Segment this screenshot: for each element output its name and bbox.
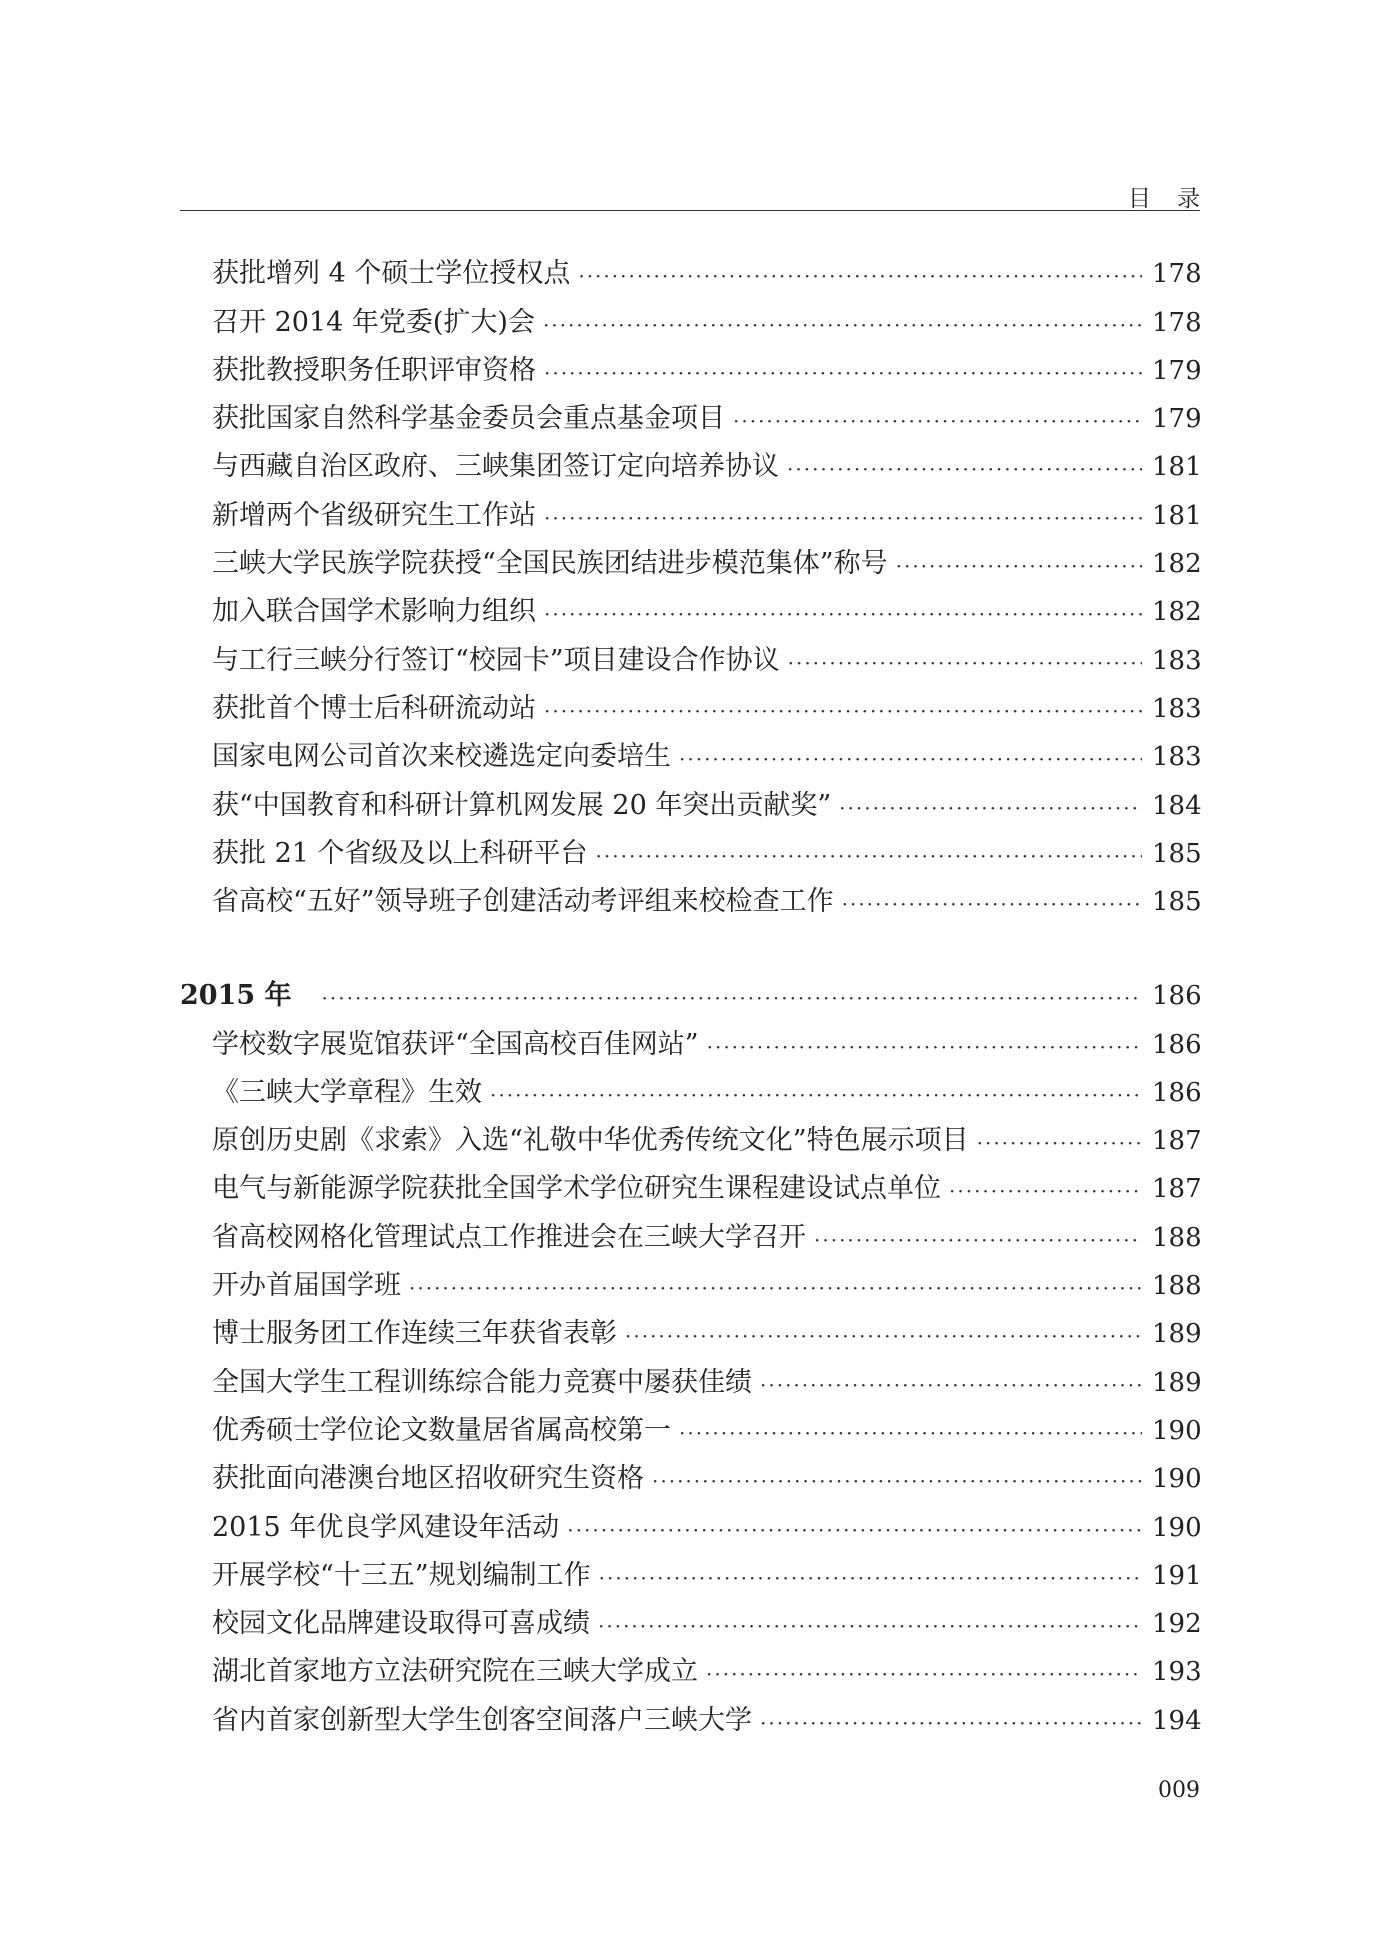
toc-entry-title: 获批 21 个省级及以上科研平台 [212, 837, 588, 869]
leader-dots [707, 1025, 1142, 1069]
toc-entry-page: 186 [1152, 1077, 1202, 1108]
leader-dots [544, 592, 1142, 636]
leader-dots [787, 447, 1142, 491]
leader-dots [977, 1121, 1142, 1165]
toc-entry-page: 190 [1152, 1415, 1202, 1446]
toc-entry [180, 1648, 1200, 1696]
toc-entry [180, 781, 1200, 829]
toc-entry-title: 全国大学生工程训练综合能力竞赛中屡获佳绩 [212, 1366, 752, 1398]
toc-entry-title: 湖北首家地方立法研究院在三峡大学成立 [212, 1656, 698, 1688]
toc-entry-title: 加入联合国学术影响力组织 [212, 596, 536, 628]
toc-entry [180, 1503, 1200, 1551]
toc-entry-title: 学校数字展览馆获评“全国高校百佳网站” [212, 1028, 699, 1060]
toc-entry-title: 电气与新能源学院获批全国学术学位研究生课程建设试点单位 [212, 1173, 941, 1205]
toc-entry-title: 获批教授职务任职评审资格 [212, 354, 536, 386]
toc-entry-page: 181 [1152, 452, 1202, 483]
toc-entry [180, 443, 1200, 491]
toc-entry [180, 491, 1200, 539]
toc-entry [180, 1213, 1200, 1261]
running-header: 目录 [1128, 186, 1226, 212]
toc-entry-page: 182 [1152, 549, 1202, 580]
leader-dots [706, 1652, 1142, 1696]
toc-entry-page: 182 [1152, 597, 1202, 628]
leader-dots [760, 1363, 1142, 1407]
leader-dots [544, 496, 1142, 540]
toc-entry-page: 184 [1152, 790, 1202, 821]
toc-entry-title: 开办首届国学班 [212, 1270, 401, 1302]
toc-entry [180, 250, 1200, 298]
year-heading-title: 2015 年 [180, 980, 292, 1012]
toc-entry-title: 省内首家创新型大学生创客空间落户三峡大学 [212, 1704, 752, 1736]
toc-entry-page: 193 [1152, 1657, 1202, 1688]
toc-entry [180, 298, 1200, 346]
leader-dots [543, 303, 1142, 347]
toc-entry-title: 获批国家自然科学基金委员会重点基金项目 [212, 403, 725, 435]
year-heading-page: 186 [1152, 981, 1202, 1012]
leader-dots [578, 254, 1142, 298]
toc-entry-title: 优秀硕士学位论文数量居省属高校第一 [212, 1414, 671, 1446]
toc-entry-page: 178 [1152, 259, 1202, 290]
toc-entry-page: 191 [1152, 1560, 1202, 1591]
leader-dots [949, 1169, 1142, 1213]
toc-entry-title: 与西藏自治区政府、三峡集团签订定向培养协议 [212, 451, 779, 483]
leader-dots [598, 1604, 1142, 1648]
toc-entry [180, 1310, 1200, 1358]
leader-dots [679, 737, 1142, 781]
toc-entry-page: 181 [1152, 500, 1202, 531]
toc-entry [180, 733, 1200, 781]
toc-entry-title: 获批首个博士后科研流动站 [212, 692, 536, 724]
toc-entry-title: 召开 2014 年党委(扩大)会 [212, 306, 535, 338]
toc-entry-page: 185 [1152, 887, 1202, 918]
toc-entry [180, 878, 1200, 926]
toc-entry-page: 179 [1152, 404, 1202, 435]
leader-dots [596, 834, 1142, 878]
toc-section-2015 [180, 972, 1200, 1745]
leader-dots [652, 1459, 1142, 1503]
toc-entry [180, 1069, 1200, 1117]
toc-entry [180, 347, 1200, 395]
header-rule [180, 210, 1200, 211]
toc-entry-title: 获批面向港澳台地区招收研究生资格 [212, 1463, 644, 1495]
leader-dots [839, 786, 1142, 830]
leader-dots [733, 399, 1142, 443]
toc-entry-title: 新增两个省级研究生工作站 [212, 499, 536, 531]
toc-entry-page: 190 [1152, 1512, 1202, 1543]
toc-entry-title: 省高校“五好”领导班子创建活动考评组来校检查工作 [212, 886, 834, 918]
toc-entry [180, 1407, 1200, 1455]
toc-entry-page: 183 [1152, 693, 1202, 724]
toc-entry-page: 179 [1152, 355, 1202, 386]
toc-entry [180, 1552, 1200, 1600]
leader-dots [760, 1701, 1142, 1745]
leader-dots [599, 1556, 1142, 1600]
toc-entry-title: 《三峡大学章程》生效 [212, 1076, 482, 1108]
leader-dots [625, 1314, 1142, 1358]
leader-dots [490, 1073, 1142, 1117]
leader-dots [409, 1266, 1142, 1310]
leader-dots [544, 689, 1142, 733]
toc-entry-page: 194 [1152, 1705, 1202, 1736]
toc-entry-title: 获“中国教育和科研计算机网发展 20 年突出贡献奖” [212, 789, 832, 821]
toc-entry-page: 190 [1152, 1464, 1202, 1495]
toc-section-2014 [180, 250, 1200, 926]
leader-dots [814, 1218, 1142, 1262]
toc-entry-page: 185 [1152, 838, 1202, 869]
toc-entry-title: 国家电网公司首次来校遴选定向委培生 [212, 741, 671, 773]
leader-dots [679, 1411, 1142, 1455]
toc-entry-title: 三峡大学民族学院获授“全国民族团结进步模范集体”称号 [212, 548, 888, 580]
toc-entry [180, 588, 1200, 636]
toc-entry-page: 183 [1152, 645, 1202, 676]
toc-entry [180, 685, 1200, 733]
toc-entry [180, 1696, 1200, 1744]
toc-entry-page: 178 [1152, 307, 1202, 338]
toc-entry [180, 1358, 1200, 1406]
toc-entry [180, 1020, 1200, 1068]
toc-entry-title: 省高校网格化管理试点工作推进会在三峡大学召开 [212, 1221, 806, 1253]
toc-entry [180, 540, 1200, 588]
toc-entry-title: 博士服务团工作连续三年获省表彰 [212, 1318, 617, 1350]
toc-entry-title: 开展学校“十三五”规划编制工作 [212, 1559, 591, 1591]
toc-entry-title: 校园文化品牌建设取得可喜成绩 [212, 1608, 590, 1640]
toc-entry-title: 2015 年优良学风建设年活动 [212, 1511, 560, 1543]
leader-dots [567, 1508, 1142, 1552]
leader-dots [788, 641, 1142, 685]
toc-entry-page: 189 [1152, 1367, 1202, 1398]
toc-entry [180, 830, 1200, 878]
toc-entry-page: 187 [1152, 1126, 1202, 1157]
leader-dots [842, 882, 1142, 926]
toc-entry [180, 1455, 1200, 1503]
leader-dots [896, 544, 1142, 588]
toc-entry-title: 获批增列 4 个硕士学位授权点 [212, 258, 571, 290]
toc-entry [180, 395, 1200, 443]
toc-entry-page: 188 [1152, 1271, 1202, 1302]
toc-entry [180, 1165, 1200, 1213]
page-number: 009 [1158, 1778, 1200, 1803]
toc-entry-title: 与工行三峡分行签订“校园卡”项目建设合作协议 [212, 644, 780, 676]
toc-entry-page: 189 [1152, 1319, 1202, 1350]
toc-entry [180, 636, 1200, 684]
toc-entry [180, 1117, 1200, 1165]
toc-entry-page: 192 [1152, 1609, 1202, 1640]
toc-entry-page: 186 [1152, 1029, 1202, 1060]
toc-entry [180, 1262, 1200, 1310]
leader-dots [322, 976, 1142, 1020]
toc-entry-page: 187 [1152, 1174, 1202, 1205]
toc-entry-page: 183 [1152, 742, 1202, 773]
leader-dots [544, 351, 1142, 395]
toc-entry [180, 1600, 1200, 1648]
toc-year-heading [180, 972, 1200, 1020]
toc-entry-title: 原创历史剧《求索》入选“礼敬中华优秀传统文化”特色展示项目 [212, 1125, 969, 1157]
toc-entry-page: 188 [1152, 1222, 1202, 1253]
